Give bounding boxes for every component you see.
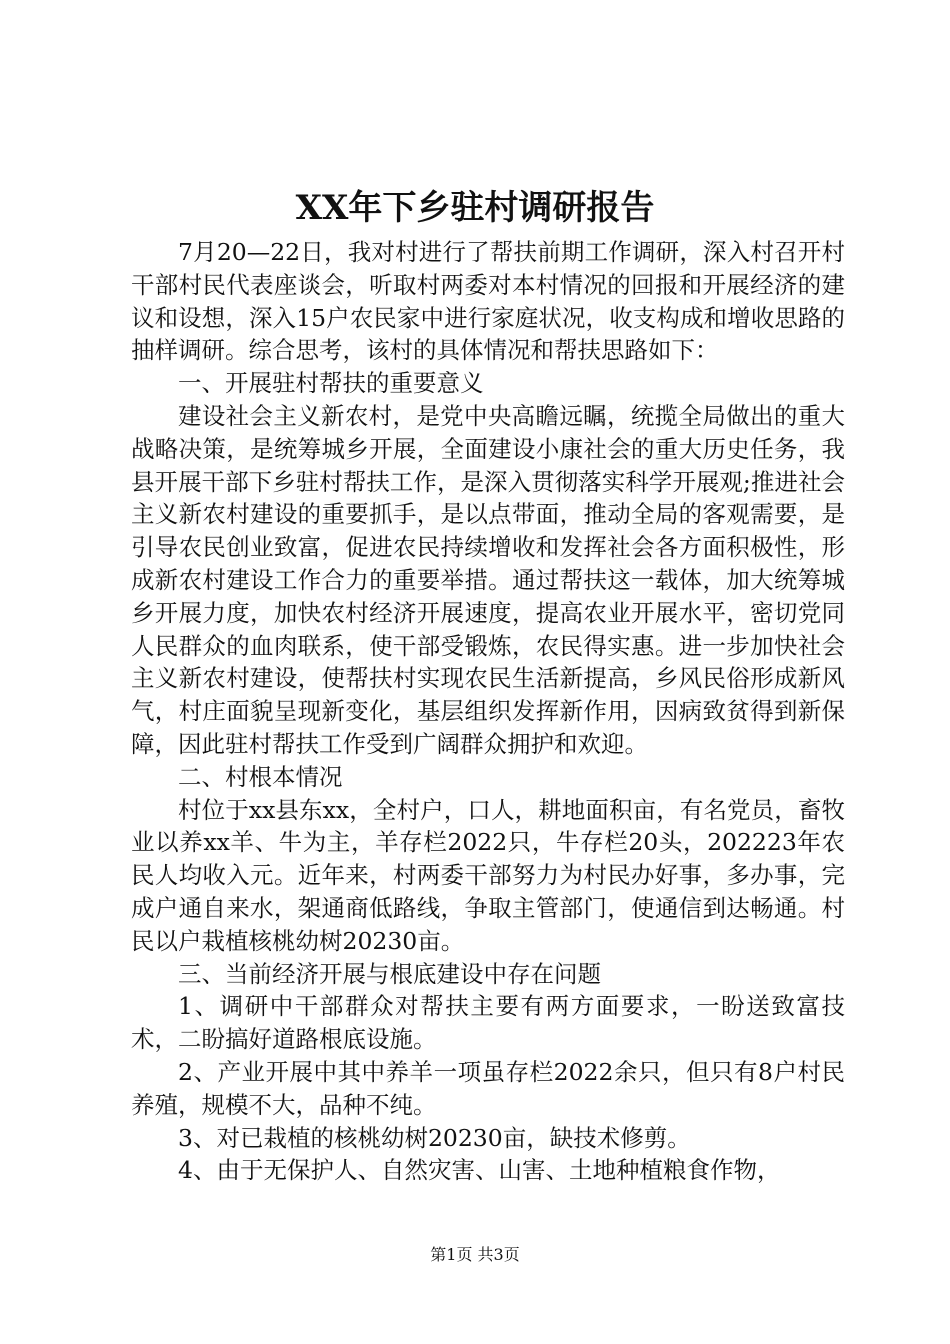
paragraph-basic-situation: 村位于xx县东xx，全村户，口人，耕地面积亩，有名党员，畜牧业以养xx羊、牛为主，羊存栏2022只，牛存栏20头，202223年农民人均收入元。近年来，村两委干部努力为村民办好事，多办事，完成户通自来水，架通商低路线，争取主管部门，使通信到达畅通。村民以户栽植核桃幼树20230亩。	[131, 795, 845, 955]
paragraph-significance: 建设社会主义新农村，是党中央高瞻远瞩，统揽全局做出的重大战略决策，是统筹城乡开展，全面建设小康社会的重大历史任务，我县开展干部下乡驻村帮扶工作，是深入贯彻落实科学开展观;推进社会主义新农村建设的重要抓手，是以点带面，推动全局的客观需要，是引导农民创业致富，促进农民持续增收和发挥社会各方面积极性，形成新农村建设工作合力的重要举措。通过帮扶这一载体，加大统筹城乡开展力度，加快农村经济开展速度，提高农业开展水平，密切党同人民群众的血肉联系，使干部受锻炼，农民得实惠。进一步加快社会主义新农村建设，使帮扶村实现农民生活新提高，乡风民俗形成新风气，村庄面貌呈现新变化，基层组织发挥新作用，因病致贫得到新保障，因此驻村帮扶工作受到广阔群众拥护和欢迎。	[131, 401, 845, 758]
section-heading-1: 一、开展驻村帮扶的重要意义	[178, 369, 484, 398]
problem-item-1: 1、调研中干部群众对帮扶主要有两方面要求，一盼送致富技术，二盼搞好道路根底设施。	[131, 992, 845, 1054]
problem-item-3: 3、对已栽植的核桃幼树20230亩，缺技术修剪。	[178, 1123, 691, 1152]
page-number: 第1页 共3页	[430, 1245, 520, 1264]
problem-item-4: 4、由于无保护人、自然灾害、山害、土地种植粮食作物，	[178, 1156, 781, 1185]
section-heading-2: 二、村根本情况	[178, 762, 343, 791]
document-body	[131, 236, 845, 1187]
paragraph-intro: 7月20—22日，我对村进行了帮扶前期工作调研，深入村召开村干部村民代表座谈会，听取村两委对本村情况的回报和开展经济的建议和设想，深入15户农民家中进行家庭状况，收支构成和增收思路的抽样调研。综合思考，该村的具体情况和帮扶思路如下：	[131, 238, 845, 365]
section-heading-3: 三、当前经济开展与根底建设中存在问题	[178, 959, 601, 988]
problem-item-2: 2、产业开展中其中养羊一项虽存栏2022余只，但只有8户村民养殖，规模不大，品种不纯。	[131, 1057, 845, 1119]
document-title: XX年下乡驻村调研报告	[295, 188, 655, 228]
